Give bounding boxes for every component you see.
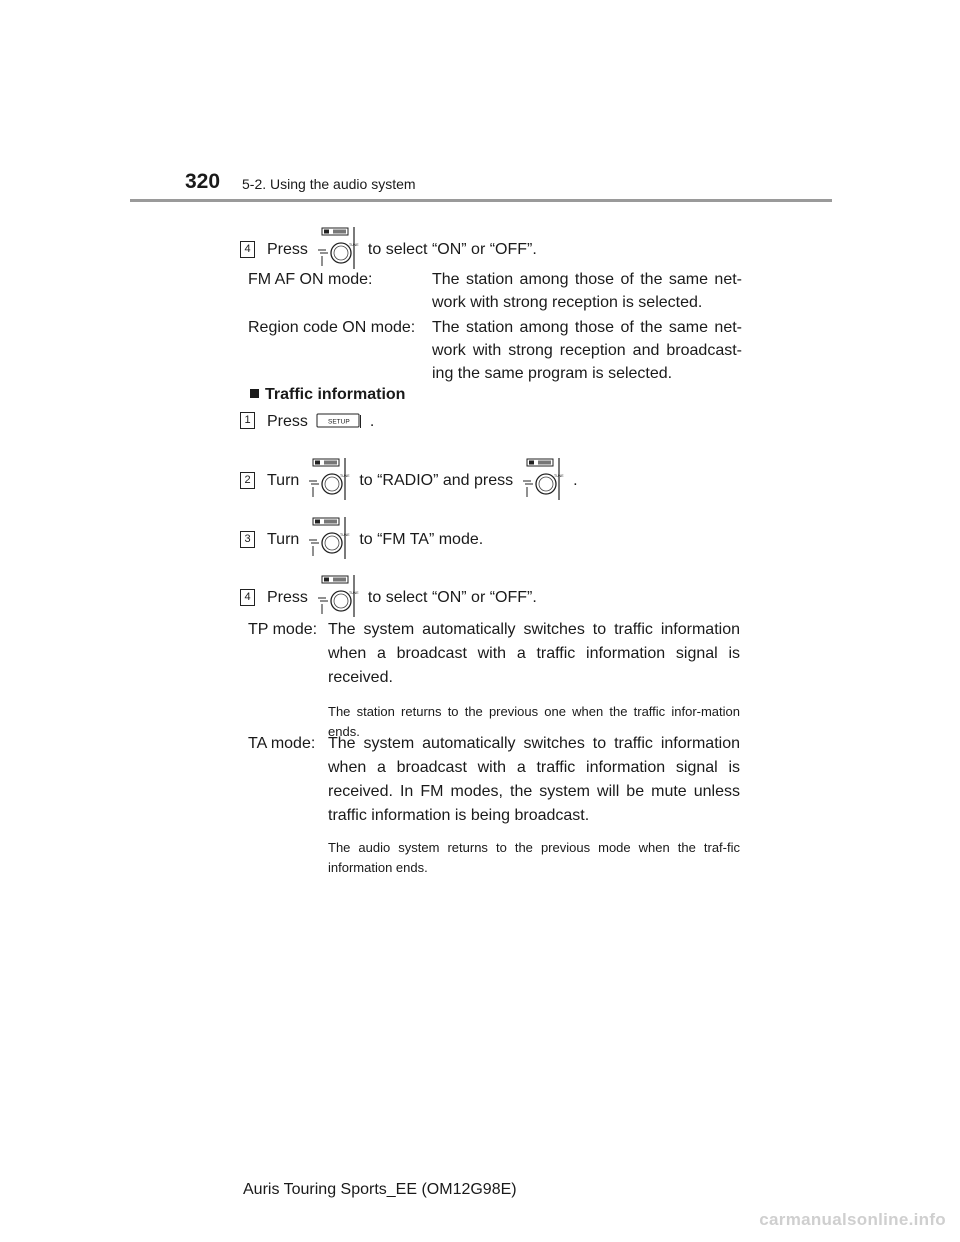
setup-button-icon [316,413,362,429]
page-number: 320 [185,170,221,193]
mode-description: The system automatically switches to traffic information when a broadcast with a traffic information signal is received. [328,621,740,686]
step-verb: Turn [267,472,300,490]
step-text: to “FM TA” mode. [359,531,484,549]
traffic-step-1 [240,411,374,433]
tune-select-knob-icon [316,226,360,270]
step-verb: Press [267,413,308,430]
mode-term: TA mode: [248,735,316,752]
step-number-badge: 2 [240,472,255,489]
header-divider [130,199,832,202]
step-verb: Press [267,241,308,259]
step-number-badge: 4 [240,241,255,258]
footer-model: Auris Touring Sports_EE (OM12G98E) [243,1181,517,1198]
mode-note: The station returns to the previous one when the traffic infor-mation ends. [328,704,740,739]
step-text: . [573,472,578,490]
tune-select-knob-icon [316,574,360,618]
mode-term: Region code ON mode: [248,319,416,336]
step-text: . [369,413,375,430]
watermark: carmanualsonline.info [759,1210,946,1229]
step-verb: Turn [267,531,300,549]
section-heading: Traffic information [250,386,405,404]
af-mode-list [248,268,748,380]
mode-term: TP mode: [248,621,318,638]
traffic-step-2 [240,459,578,490]
mode-description: The system automatically switches to traffic information when a broadcast with a traffic information signal is received. In FM modes, the system will be mute unless traffic information is being broadcast. [328,735,740,824]
mode-description: The station among those of the same net-work with strong reception is selected. [432,271,742,311]
step-4-top [240,228,537,259]
traffic-step-3 [240,518,484,549]
step-text: to select “ON” or “OFF”. [367,589,537,607]
mode-term: FM AF ON mode: [248,271,373,288]
step-verb: Press [267,589,308,607]
step-number-badge: 4 [240,589,255,606]
square-bullet-icon [250,389,259,398]
tune-select-knob-icon [521,457,565,501]
traffic-step-4 [240,576,537,607]
step-text: to “RADIO” and press [359,472,514,490]
section-title: 5-2. Using the audio system [242,176,416,192]
tune-select-knob-icon [307,516,351,560]
step-number-badge: 1 [240,412,255,429]
mode-description: The station among those of the same net-work with strong reception and broadcast-ing the same program is selected. [432,319,742,382]
step-text: to select “ON” or “OFF”. [367,241,537,259]
step-number-badge: 3 [240,531,255,548]
tune-select-knob-icon [307,457,351,501]
mode-note: The audio system returns to the previous mode when the traf-fic information ends. [328,840,740,875]
traffic-mode-list [248,618,748,875]
